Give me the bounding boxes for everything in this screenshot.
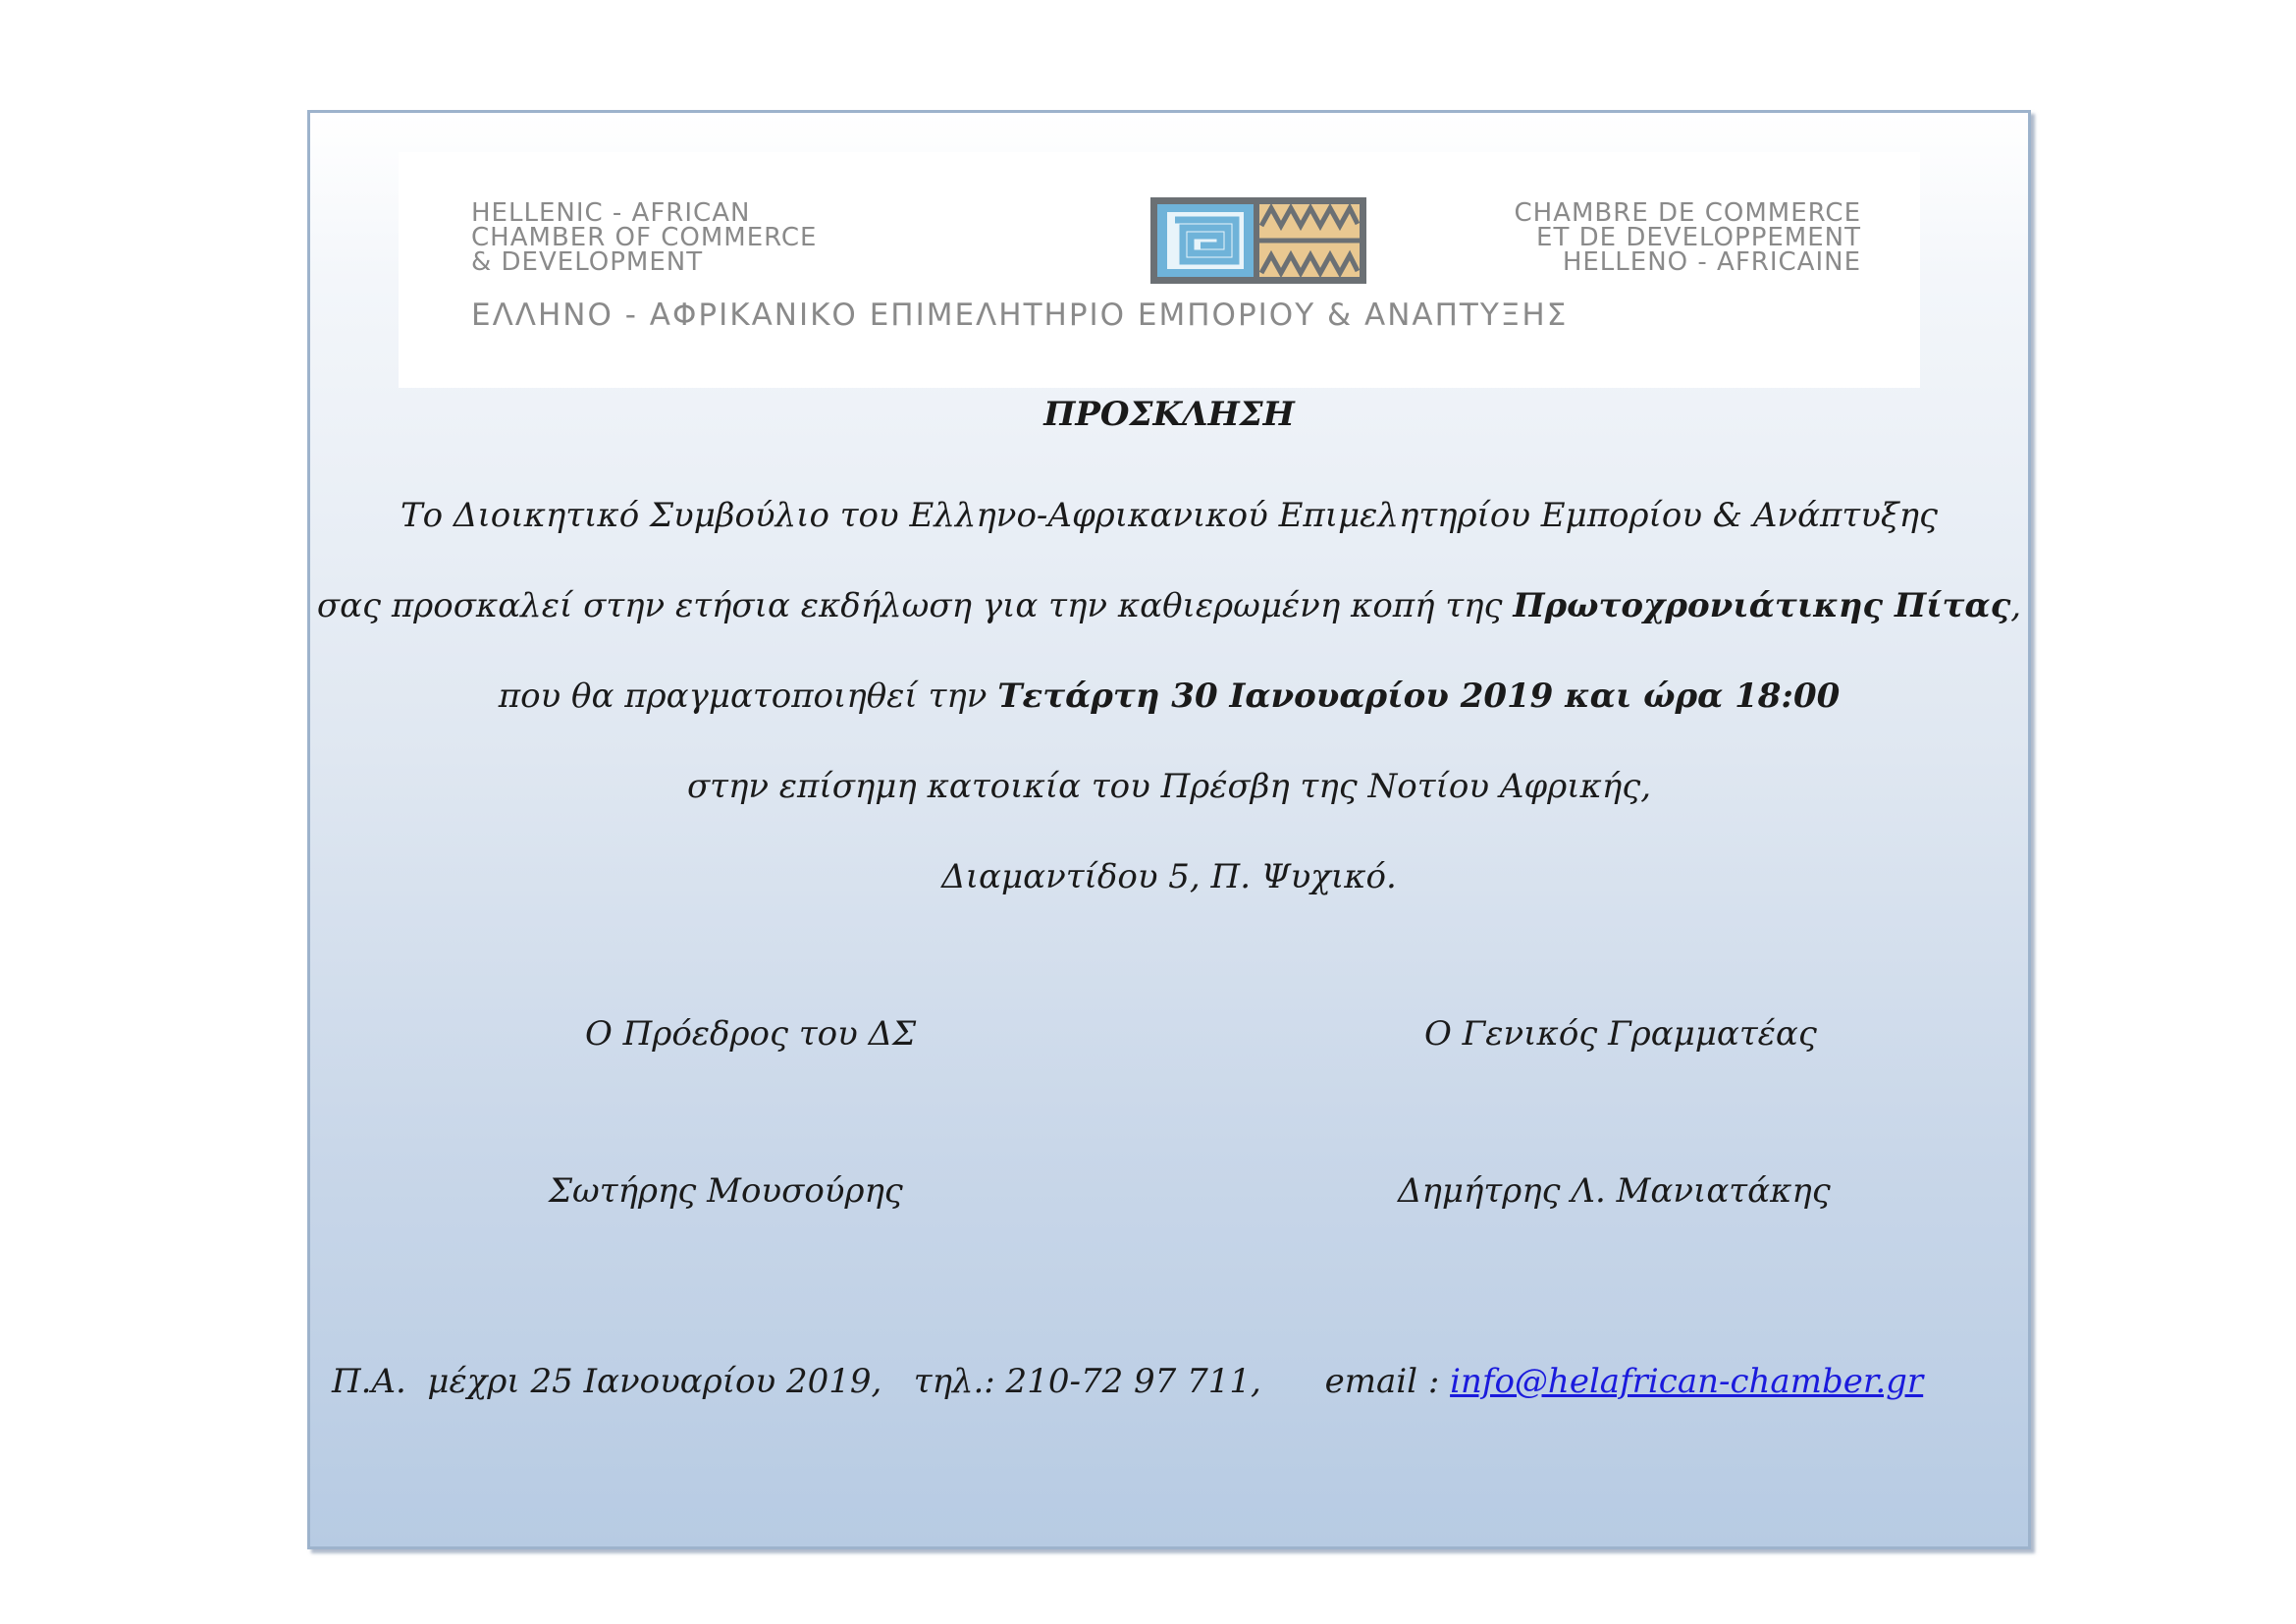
body-line-4: στην επίσημη κατοικία του Πρέσβη της Νοτίου Αφρικής, bbox=[686, 767, 1652, 806]
logo-left-line: HELLENIC - AFRICAN bbox=[471, 198, 751, 228]
email-link[interactable]: info@helafrican-chamber.gr bbox=[1450, 1362, 1924, 1401]
body-line-3-text: που θα πραγματοποιηθεί την bbox=[498, 677, 998, 716]
event-date-time: Τετάρτη 30 Ιανουαρίου 2019 και ώρα 18:00 bbox=[997, 677, 1841, 716]
event-address: Διαμαντίδου 5, Π. Ψυχικό. bbox=[941, 857, 1397, 896]
greek-key-logo-icon bbox=[1149, 196, 1367, 285]
logo-greek-text: ΕΛΛΗΝΟ - ΑΦΡΙΚΑΝΙΚΟ ΕΠΙΜΕΛΗΤΗΡΙΟ ΕΜΠΟΡΙΟΥ & ΑΝΑΠΤΥΞΗΣ bbox=[471, 298, 1569, 333]
body-line-3 bbox=[310, 677, 2028, 716]
logo-right-line: ET DE DEVELOPPEMENT bbox=[1536, 223, 1861, 252]
logo-right-line: HELLENO - AFRICAINE bbox=[1562, 247, 1861, 277]
logo-right-line: CHAMBRE DE COMMERCE bbox=[1514, 198, 1861, 228]
president-role: Ο Πρόεδρος του ΔΣ bbox=[585, 1014, 917, 1054]
president-name: Σωτήρης Μουσούρης bbox=[549, 1171, 903, 1211]
invitation-title: ΠΡΟΣΚΛΗΣΗ bbox=[1043, 395, 1295, 434]
body-line-2-suffix: , bbox=[2010, 586, 2022, 625]
logo-french-text bbox=[1514, 198, 1862, 277]
secretary-name: Δημήτρης Λ. Μανιατάκης bbox=[1398, 1171, 1831, 1211]
logo-english-text bbox=[471, 198, 818, 277]
body-line-2-text: σας προσκαλεί στην ετήσια εκδήλωση για την καθιερωμένη κοπή της bbox=[316, 586, 1514, 625]
rsvp-text: Π.Α. μέχρι 25 Ιανουαρίου 2019, τηλ.: 210-72 97 711, email : bbox=[332, 1362, 1451, 1401]
body-line-1: Το Διοικητικό Συμβούλιο του Ελληνο-Αφρικανικού Επιμελητηρίου Εμπορίου & Ανάπτυξης bbox=[400, 496, 1939, 535]
invitation-card bbox=[307, 110, 2031, 1549]
secretary-role: Ο Γενικός Γραμματέας bbox=[1424, 1014, 1817, 1054]
rsvp-footer bbox=[332, 1362, 1923, 1401]
chamber-logo bbox=[399, 152, 1920, 388]
logo-left-line: CHAMBER OF COMMERCE bbox=[471, 223, 818, 252]
body-line-2 bbox=[310, 586, 2028, 625]
event-name: Πρωτοχρονιάτικης Πίτας bbox=[1513, 586, 2011, 625]
logo-left-line: & DEVELOPMENT bbox=[471, 247, 704, 277]
